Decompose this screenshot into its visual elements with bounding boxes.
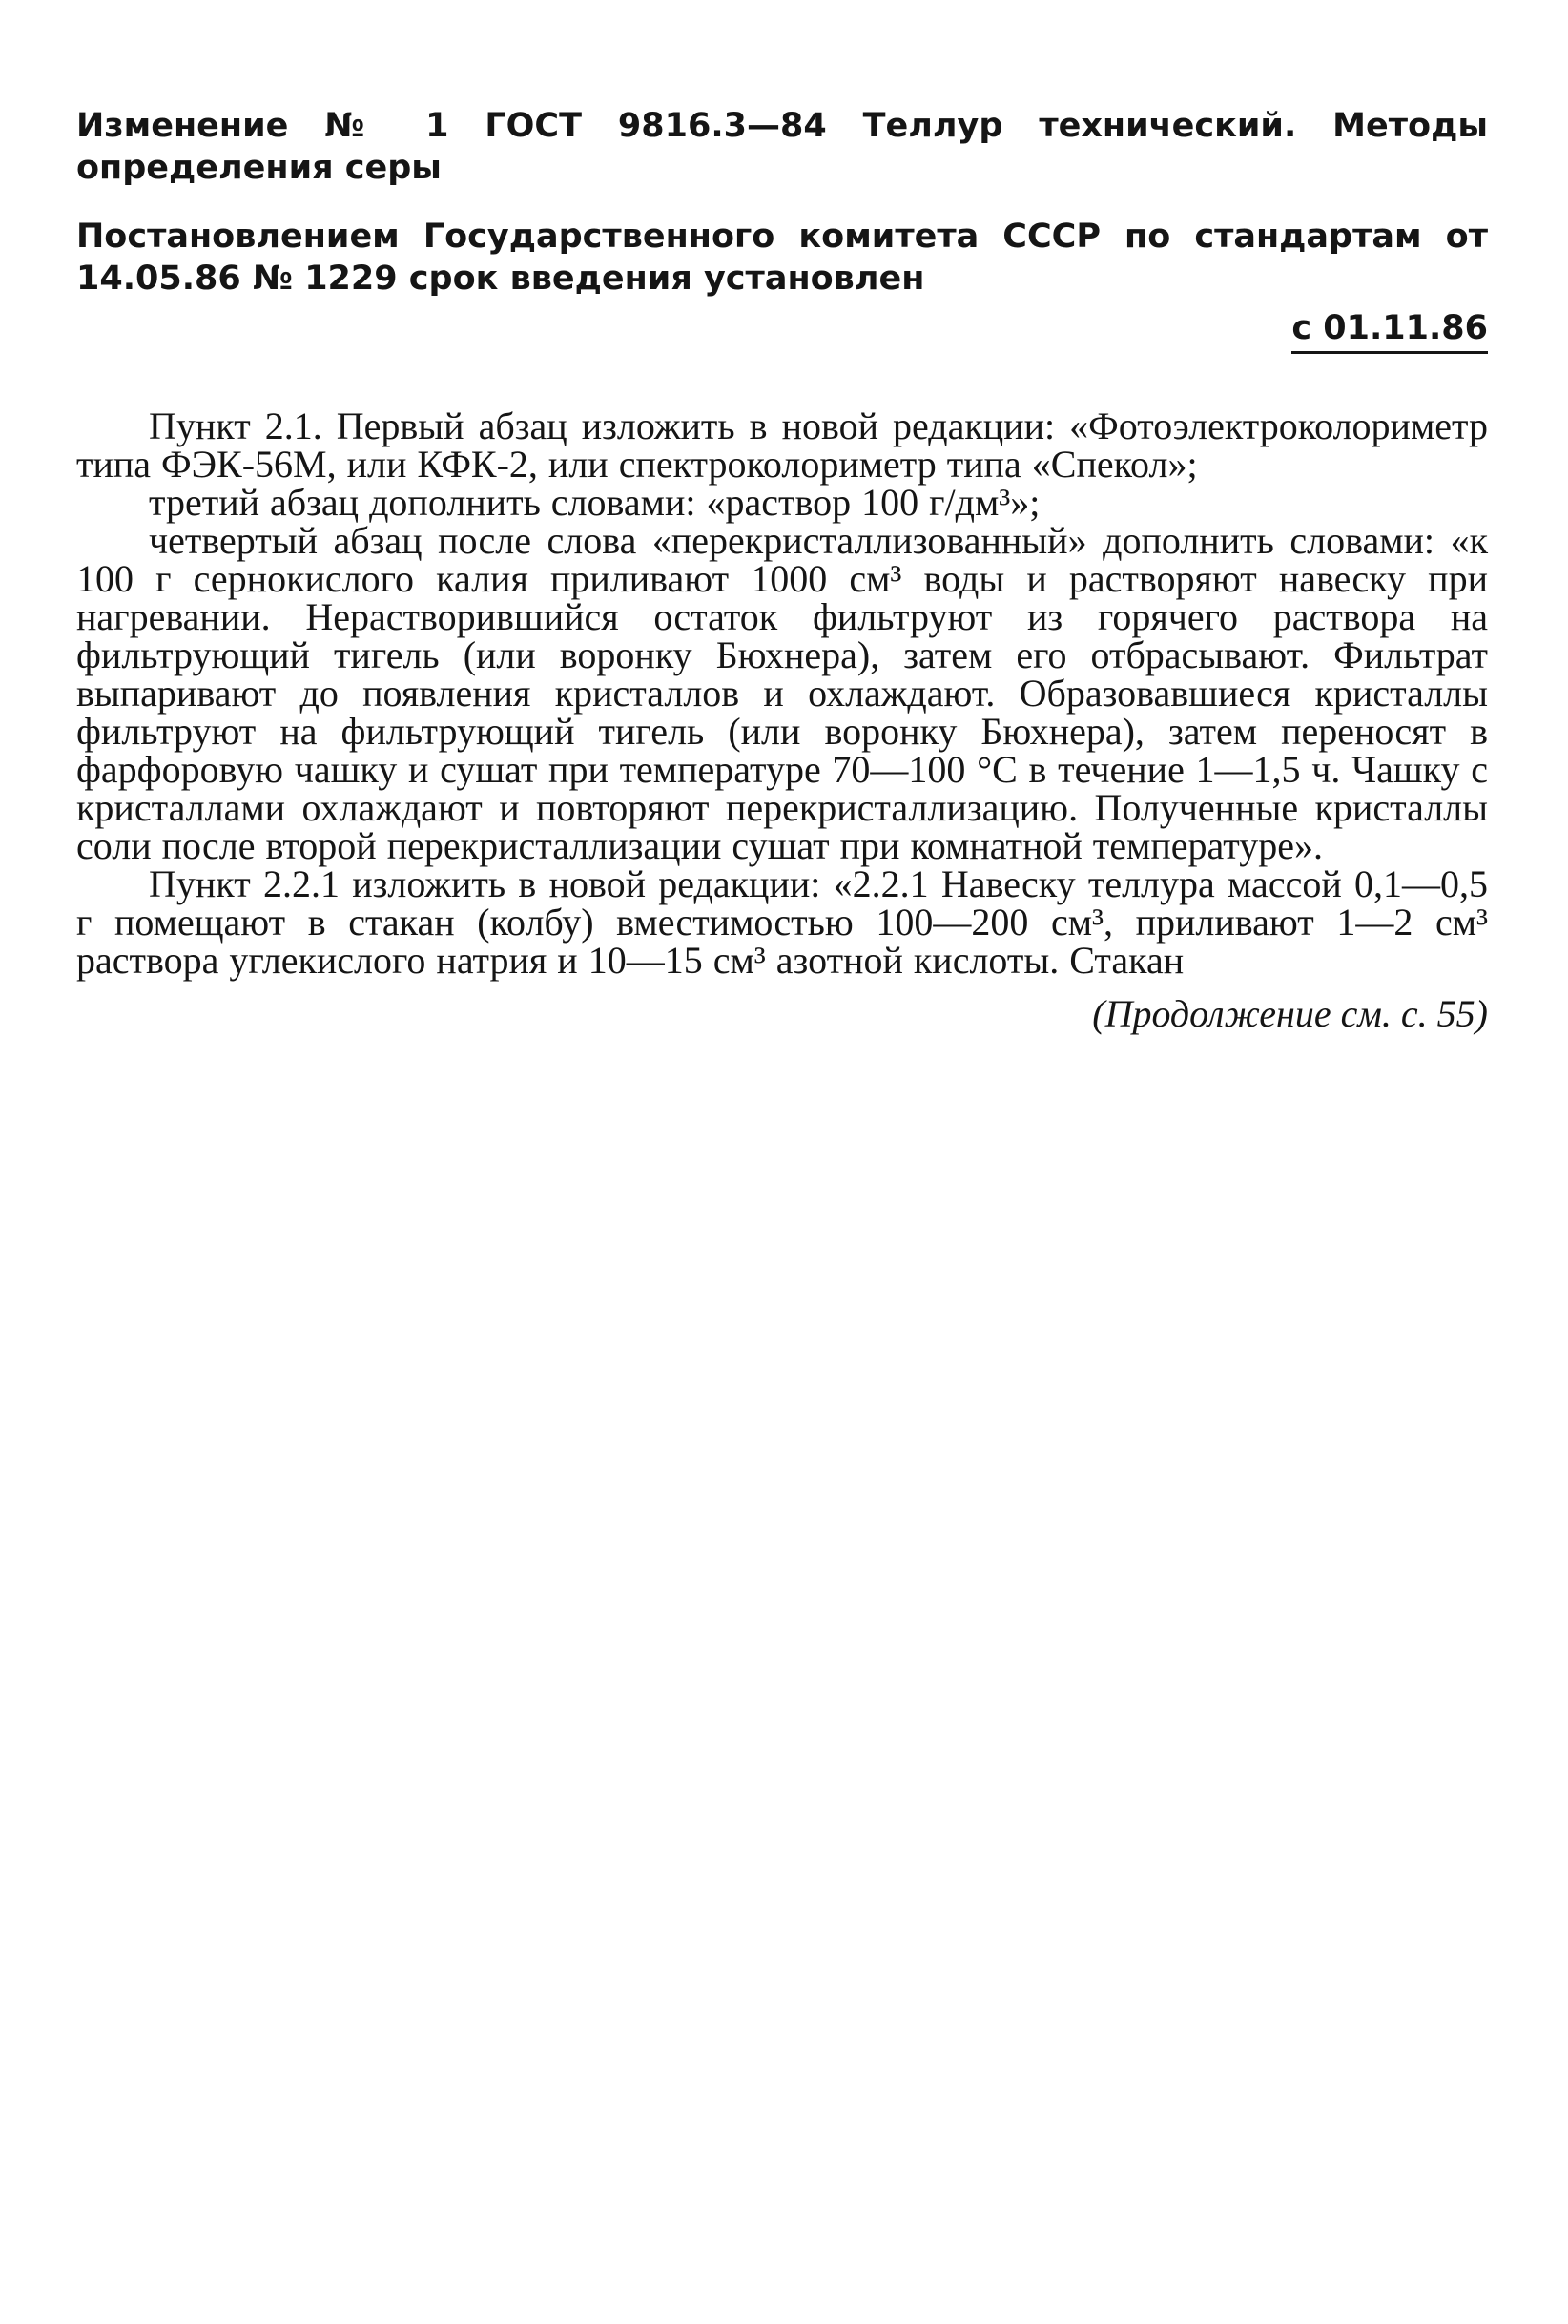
decree-statement: Постановлением Государственного комитета СССР по стандартам от 14.05.86 № 1229 срок введения установлен <box>76 218 1488 298</box>
paragraph-item-2-2-1: Пункт 2.2.1 изложить в новой редакции: «2.2.1 Навеску теллура массой 0,1—0,5 г помещают в стакан (колбу) вместимостью 100—200 см³, приливают 1—2 см³ раствора углекислого натрия и 10—15 см³ азотной кислоты. Стакан <box>76 862 1488 982</box>
document-page <box>76 105 1488 1035</box>
paragraph-item-fourth: четвертый абзац после слова «перекристаллизованный» дополнить словами: «к 100 г сернокислого калия приливают 1000 см³ воды и растворяют навеску при нагревании. Нерастворившийся остаток фильтруют из горячего раствора на фильтрующий тигель (или воронку Бюхнера), затем его отбрасывают. Фильтрат выпаривают до появления кристаллов и охлаждают. Образовавшиеся кристаллы фильтруют на фильтрующий тигель (или воронку Бюхнера), затем переносят в фарфоровую чашку и сушат при температуре 70—100 °С в течение 1—1,5 ч. Чашку с кристаллами охлаждают и повторяют перекристаллизацию. Полученные кристаллы соли после второй перекристаллизации сушат при комнатной температуре». <box>76 519 1488 867</box>
paragraph-item-2-1: Пункт 2.1. Первый абзац изложить в новой редакции: «Фотоэлектроколориметр типа ФЭК-56М, или КФК-2, или спектроколориметр типа «Спекол»; <box>76 405 1488 486</box>
continuation-note: (Продолжение см. с. 55) <box>1092 992 1488 1035</box>
effective-date: с 01.11.86 <box>1291 307 1488 354</box>
effective-date-row <box>76 307 1488 354</box>
paragraph-item-third: третий абзац дополнить словами: «раствор 100 г/дм³»; <box>149 481 1041 524</box>
amendment-body <box>76 407 1488 980</box>
amendment-title: Изменение № 1 ГОСТ 9816.3—84 Теллур технический. Методы определения серы <box>76 107 1488 187</box>
